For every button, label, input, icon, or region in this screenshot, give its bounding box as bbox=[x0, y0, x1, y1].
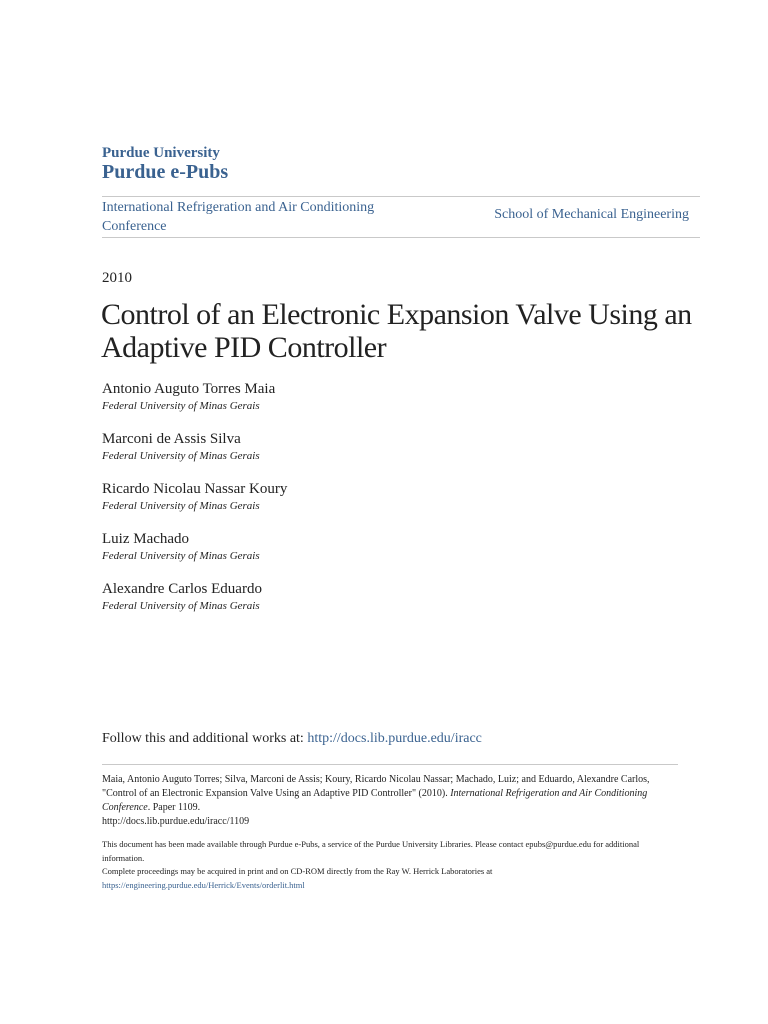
publication-year: 2010 bbox=[102, 270, 132, 286]
citation-paper-number: . Paper 1109. bbox=[147, 802, 201, 813]
divider-header-bottom bbox=[102, 237, 700, 238]
author-list bbox=[102, 380, 662, 630]
proceedings-line bbox=[102, 865, 672, 892]
paper-title: Control of an Electronic Expansion Valve Using an Adaptive PID Controller bbox=[101, 298, 692, 364]
follow-line bbox=[102, 731, 482, 747]
school-link[interactable]: School of Mechanical Engineering bbox=[494, 207, 689, 222]
author-affiliation: Federal University of Minas Gerais bbox=[102, 400, 260, 412]
notice-line: This document has been made available through Purdue e-Pubs, a service of the Purdue University Libraries. Please contact epubs@purdue.edu for additional information. bbox=[102, 839, 640, 863]
author-name: Luiz Machado bbox=[102, 531, 190, 547]
repository-name[interactable]: Purdue e-Pubs bbox=[102, 161, 229, 183]
citation-url[interactable]: http://docs.lib.purdue.edu/iracc/1109 bbox=[102, 816, 250, 827]
divider-citation bbox=[102, 764, 678, 765]
citation-block bbox=[102, 773, 662, 829]
author-entry bbox=[102, 480, 662, 518]
proceedings-text: Complete proceedings may be acquired in print and on CD-ROM directly from the Ray W. Herrick Laboratories at bbox=[102, 866, 493, 876]
author-entry bbox=[102, 580, 662, 618]
author-affiliation: Federal University of Minas Gerais bbox=[102, 550, 260, 562]
author-name: Marconi de Assis Silva bbox=[102, 431, 241, 447]
author-affiliation: Federal University of Minas Gerais bbox=[102, 500, 260, 512]
author-name: Antonio Auguto Torres Maia bbox=[102, 381, 276, 397]
conference-link[interactable]: International Refrigeration and Air Conditioning Conference bbox=[102, 200, 375, 234]
author-entry bbox=[102, 380, 662, 418]
follow-text: Follow this and additional works at: bbox=[102, 731, 308, 746]
divider-top bbox=[102, 196, 700, 197]
availability-notice bbox=[102, 838, 672, 892]
author-name: Alexandre Carlos Eduardo bbox=[102, 581, 262, 597]
author-affiliation: Federal University of Minas Gerais bbox=[102, 600, 260, 612]
iracc-link[interactable]: http://docs.lib.purdue.edu/iracc bbox=[307, 731, 482, 746]
author-entry bbox=[102, 430, 662, 468]
author-entry bbox=[102, 530, 662, 568]
citation-venue: International Refrigeration and Air Conditioning Conference bbox=[102, 788, 648, 813]
herrick-link[interactable]: https://engineering.purdue.edu/Herrick/Events/orderlit.html bbox=[102, 879, 305, 890]
author-name: Ricardo Nicolau Nassar Koury bbox=[102, 481, 288, 497]
university-name[interactable]: Purdue University bbox=[102, 145, 220, 161]
citation-text: Maia, Antonio Auguto Torres; Silva, Marconi de Assis; Koury, Ricardo Nicolau Nassar; Machado, Luiz; and Eduardo, Alexandre Carlos, "Control of an Electronic Expansion Valve Using an Adaptive PID Controller" (2010). bbox=[102, 774, 650, 799]
author-affiliation: Federal University of Minas Gerais bbox=[102, 450, 260, 462]
